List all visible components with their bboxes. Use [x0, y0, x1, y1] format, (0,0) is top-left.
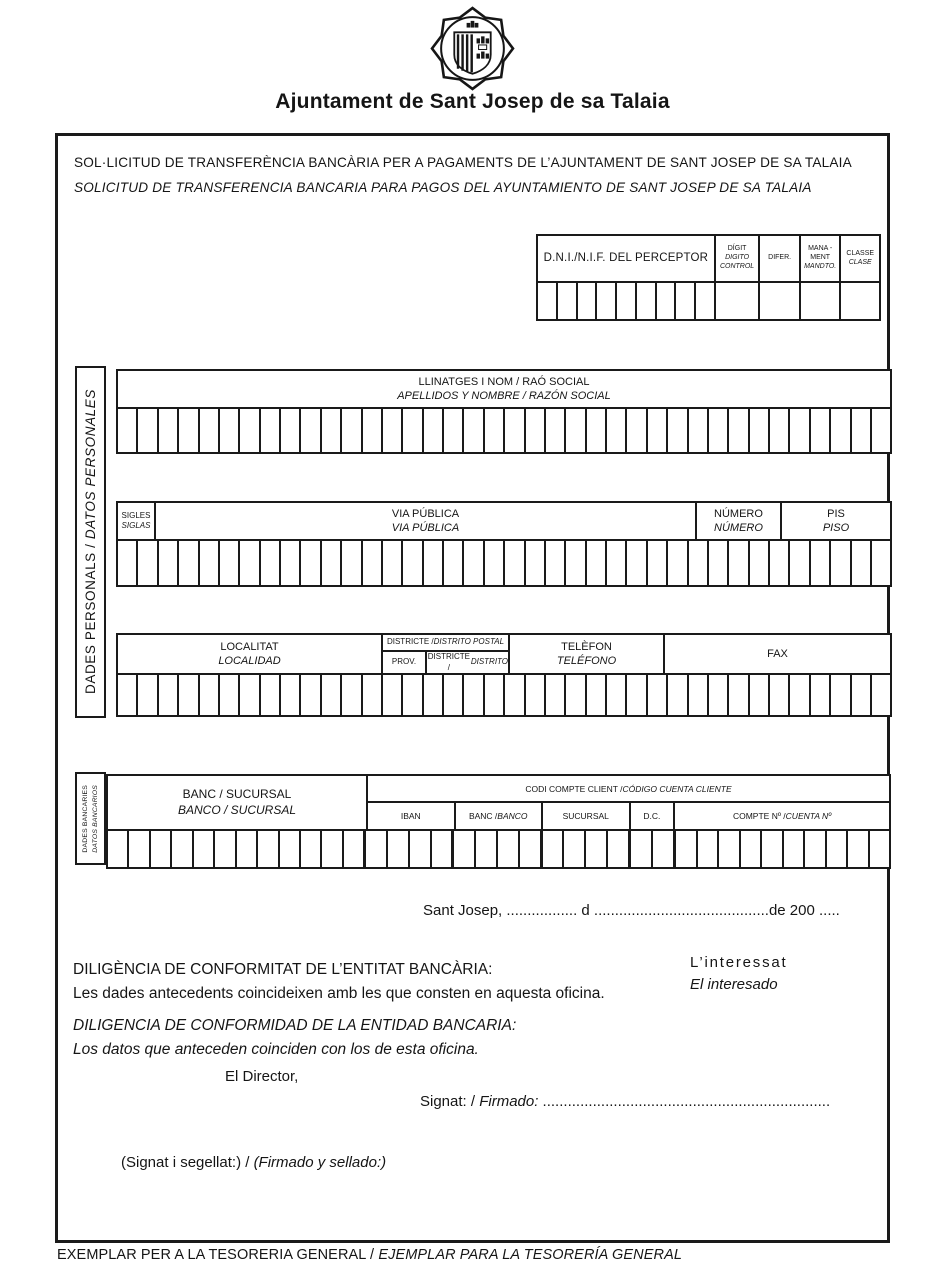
sigles-label: SIGLES SIGLAS	[121, 511, 151, 530]
address-section-header	[116, 501, 892, 541]
char-cell	[788, 675, 808, 715]
char-cell	[562, 831, 584, 867]
char-cell	[655, 283, 675, 319]
bank-char-grid	[108, 831, 889, 867]
char-cell	[157, 541, 177, 585]
char-cell	[687, 675, 707, 715]
char-cell	[342, 831, 363, 867]
char-cell	[366, 831, 386, 867]
char-cell	[748, 541, 768, 585]
diligencia-body-catalan: Les dades antecedents coincideixen amb les que consten en aquesta oficina.	[73, 985, 605, 1003]
coat-of-arms-icon	[430, 6, 515, 91]
char-cell	[177, 409, 197, 452]
iban-cells	[363, 831, 451, 867]
char-cell	[198, 409, 218, 452]
char-cell	[442, 409, 462, 452]
char-cell	[454, 831, 474, 867]
localitat-label: LOCALITAT LOCALIDAD	[218, 640, 281, 667]
char-cell	[503, 409, 523, 452]
char-cell	[646, 541, 666, 585]
copy-designation-footer: EXEMPLAR PER A LA TESORERIA GENERAL / EJEMPLAR PARA LA TESORERÍA GENERAL	[57, 1247, 683, 1263]
char-cell	[422, 541, 442, 585]
pis-label: PIS PISO	[780, 503, 890, 539]
char-cell	[674, 283, 694, 319]
char-cell	[218, 541, 238, 585]
compte-label: COMPTE Nº / CUENTA Nº	[673, 803, 889, 829]
char-cell	[625, 409, 645, 452]
char-cell	[149, 831, 170, 867]
char-cell	[238, 409, 258, 452]
char-cell	[727, 409, 747, 452]
char-cell	[631, 831, 651, 867]
char-cell	[381, 675, 401, 715]
form-sheet	[55, 133, 890, 1243]
char-cell	[430, 831, 452, 867]
banc-sucursal-label: BANC / SUCURSAL BANCO / SUCURSAL	[108, 776, 368, 829]
signat-line: Signat: / Firmado: .....................................................................	[420, 1093, 831, 1110]
char-cell	[401, 541, 421, 585]
char-cell	[585, 675, 605, 715]
char-cell	[544, 675, 564, 715]
char-cell	[340, 675, 360, 715]
char-cell	[556, 283, 576, 319]
char-cell	[584, 831, 606, 867]
locality-section-header	[116, 633, 892, 675]
dni-char-grid	[538, 283, 879, 319]
char-cell	[564, 409, 584, 452]
char-cell	[605, 409, 625, 452]
char-cell	[256, 831, 277, 867]
org-title: Ajuntament de Sant Josep de sa Talaia	[275, 90, 670, 113]
char-cell	[544, 541, 564, 585]
char-cell	[605, 541, 625, 585]
banc-banco-label: BANC / BANCO	[454, 803, 542, 829]
digit-control-cell	[714, 283, 758, 319]
char-cell	[544, 409, 564, 452]
numero-label: NÚMERO NÚMERO	[695, 503, 780, 539]
iban-label: IBAN	[400, 811, 421, 821]
manament-cell	[799, 283, 840, 319]
char-cell	[118, 409, 136, 452]
char-cell	[585, 541, 605, 585]
char-cell	[401, 675, 421, 715]
char-cell	[635, 283, 655, 319]
char-cell	[646, 409, 666, 452]
sucursal-label: SUCURSAL	[541, 803, 629, 829]
char-cell	[595, 283, 615, 319]
name-char-grid	[116, 407, 892, 454]
char-cell	[483, 675, 503, 715]
char-cell	[605, 675, 625, 715]
char-cell	[809, 409, 829, 452]
char-cell	[524, 675, 544, 715]
locality-char-grid	[116, 673, 892, 717]
char-cell	[829, 675, 849, 715]
char-cell	[259, 675, 279, 715]
char-cell	[850, 541, 870, 585]
fax-label: FAX	[663, 635, 890, 673]
char-cell	[646, 675, 666, 715]
char-cell	[320, 675, 340, 715]
char-cell	[585, 409, 605, 452]
director-label: El Director,	[225, 1068, 299, 1085]
char-cell	[192, 831, 213, 867]
char-cell	[259, 409, 279, 452]
char-cell	[136, 409, 156, 452]
char-cell	[496, 831, 518, 867]
address-char-grid	[116, 539, 892, 587]
char-cell	[238, 675, 258, 715]
personal-data-sidebar	[75, 366, 106, 718]
char-cell	[278, 831, 299, 867]
char-cell	[299, 831, 320, 867]
char-cell	[825, 831, 846, 867]
dni-table	[536, 234, 881, 321]
prov-label: PROV.	[383, 652, 427, 673]
char-cell	[524, 409, 544, 452]
char-cell	[651, 831, 673, 867]
dni-digit-label: DÍGIT DIGITO CONTROL	[714, 236, 759, 281]
char-cell	[462, 409, 482, 452]
char-cell	[666, 675, 686, 715]
form-title-catalan: SOL·LICITUD DE TRANSFERÈNCIA BANCÀRIA PER A PAGAMENTS DE L’AJUNTAMENT DE SANT JOSEP DE SA TALAIA	[74, 155, 852, 170]
char-cell	[868, 831, 889, 867]
char-cell	[625, 541, 645, 585]
char-cell	[483, 541, 503, 585]
banc-cells	[108, 831, 363, 867]
char-cell	[299, 675, 319, 715]
char-cell	[576, 283, 596, 319]
char-cell	[727, 541, 747, 585]
dc-cells	[628, 831, 674, 867]
char-cell	[809, 675, 829, 715]
char-cell	[694, 283, 714, 319]
address-section	[116, 501, 892, 587]
bank-table-header	[108, 776, 889, 831]
char-cell	[320, 409, 340, 452]
char-cell	[748, 675, 768, 715]
char-cell	[850, 409, 870, 452]
dni-perceptor-label: D.N.I./N.I.F. DEL PERCEPTOR	[543, 252, 709, 265]
char-cell	[320, 831, 341, 867]
dni-number-cells	[538, 283, 714, 319]
char-cell	[462, 541, 482, 585]
char-cell	[442, 541, 462, 585]
char-cell	[768, 409, 788, 452]
bank-sidebar-label-catalan: DADES BANCARIES	[82, 784, 90, 853]
char-cell	[717, 831, 738, 867]
char-cell	[809, 541, 829, 585]
char-cell	[564, 675, 584, 715]
districte-label: DISTRICTE / DISTRITO	[427, 652, 508, 672]
interessat-block	[690, 952, 787, 996]
locality-section	[116, 633, 892, 717]
char-cell	[782, 831, 803, 867]
interessat-catalan: L’interessat	[690, 954, 788, 971]
char-cell	[198, 541, 218, 585]
char-cell	[108, 831, 127, 867]
char-cell	[381, 409, 401, 452]
char-cell	[707, 409, 727, 452]
char-cell	[803, 831, 824, 867]
char-cell	[666, 409, 686, 452]
char-cell	[218, 675, 238, 715]
char-cell	[340, 541, 360, 585]
char-cell	[696, 831, 717, 867]
char-cell	[687, 409, 707, 452]
diligencia-body-spanish: Los datos que anteceden coinciden con los de esta oficina.	[73, 1041, 479, 1059]
char-cell	[361, 675, 381, 715]
diligencia-title-spanish: DILIGENCIA DE CONFORMIDAD DE LA ENTIDAD BANCARIA:	[73, 1017, 517, 1035]
char-cell	[157, 675, 177, 715]
sucursal-cells	[540, 831, 628, 867]
char-cell	[829, 541, 849, 585]
diligencia-title-catalan: DILIGÈNCIA DE CONFORMITAT DE L’ENTITAT BANCÀRIA:	[73, 961, 493, 978]
char-cell	[543, 831, 563, 867]
interessat-spanish: El interesado	[690, 975, 778, 993]
char-cell	[177, 675, 197, 715]
char-cell	[606, 831, 628, 867]
difer-cell	[758, 283, 799, 319]
name-section	[116, 369, 892, 454]
char-cell	[518, 831, 540, 867]
char-cell	[739, 831, 760, 867]
char-cell	[538, 283, 556, 319]
char-cell	[503, 541, 523, 585]
char-cell	[279, 409, 299, 452]
char-cell	[748, 409, 768, 452]
dni-classe-label: CLASSE CLASE	[839, 236, 879, 281]
form-title-block	[74, 150, 852, 200]
char-cell	[829, 409, 849, 452]
char-cell	[707, 675, 727, 715]
via-publica-label: VIA PÚBLICA VIA PÚBLICA	[154, 503, 695, 539]
districte-postal-label: DISTRICTE / DISTRITO POSTAL	[383, 635, 508, 652]
diligencia-block	[73, 958, 605, 1062]
telefon-label: TELÈFON TELÉFONO	[508, 635, 663, 673]
char-cell	[474, 831, 496, 867]
char-cell	[259, 541, 279, 585]
char-cell	[136, 541, 156, 585]
banco-cells	[451, 831, 539, 867]
date-line: Sant Josep, ................. d ..........................................de 200 .....	[423, 902, 840, 919]
char-cell	[788, 409, 808, 452]
char-cell	[870, 409, 890, 452]
char-cell	[299, 409, 319, 452]
bank-data-sidebar	[75, 772, 106, 865]
char-cell	[483, 409, 503, 452]
char-cell	[422, 675, 442, 715]
char-cell	[788, 541, 808, 585]
char-cell	[768, 541, 788, 585]
char-cell	[320, 541, 340, 585]
char-cell	[235, 831, 256, 867]
char-cell	[846, 831, 867, 867]
name-label: LLINATGES I NOM / RAÓ SOCIAL APELLIDOS Y NOMBRE / RAZÓN SOCIAL	[397, 375, 611, 402]
districte-block	[381, 635, 508, 673]
char-cell	[218, 409, 238, 452]
char-cell	[170, 831, 191, 867]
char-cell	[768, 675, 788, 715]
char-cell	[361, 409, 381, 452]
char-cell	[340, 409, 360, 452]
char-cell	[850, 675, 870, 715]
classe-cell	[839, 283, 879, 319]
char-cell	[381, 541, 401, 585]
char-cell	[707, 541, 727, 585]
form-title-spanish: SOLICITUD DE TRANSFERENCIA BANCARIA PARA PAGOS DEL AYUNTAMIENTO DE SANT JOSEP DE SA TALAIA	[74, 180, 812, 196]
char-cell	[238, 541, 258, 585]
char-cell	[127, 831, 148, 867]
char-cell	[625, 675, 645, 715]
personal-data-sidebar-label: DADES PERSONALS / DATOS PERSONALES	[83, 389, 98, 695]
segellat-line: (Signat i segellat:) / (Firmado y sellado:)	[121, 1154, 387, 1171]
char-cell	[361, 541, 381, 585]
codi-compte-label: CODI COMPTE CLIENT / CÓDIGO CUENTA CLIENTE	[368, 776, 889, 803]
char-cell	[687, 541, 707, 585]
char-cell	[524, 541, 544, 585]
bank-sidebar-label-spanish: DATOS BANCARIOS	[91, 784, 99, 853]
char-cell	[408, 831, 430, 867]
char-cell	[760, 831, 781, 867]
compte-cells	[673, 831, 889, 867]
char-cell	[442, 675, 462, 715]
char-cell	[136, 675, 156, 715]
char-cell	[213, 831, 234, 867]
char-cell	[503, 675, 523, 715]
char-cell	[118, 675, 136, 715]
dni-table-header	[538, 236, 879, 283]
char-cell	[870, 675, 890, 715]
char-cell	[676, 831, 695, 867]
char-cell	[564, 541, 584, 585]
char-cell	[422, 409, 442, 452]
char-cell	[666, 541, 686, 585]
char-cell	[157, 409, 177, 452]
char-cell	[386, 831, 408, 867]
char-cell	[177, 541, 197, 585]
char-cell	[279, 541, 299, 585]
bank-table	[106, 774, 891, 869]
char-cell	[401, 409, 421, 452]
char-cell	[198, 675, 218, 715]
char-cell	[118, 541, 136, 585]
dni-manament-label: MANA -MENT MANDTO.	[799, 236, 840, 281]
char-cell	[727, 675, 747, 715]
char-cell	[870, 541, 890, 585]
char-cell	[279, 675, 299, 715]
char-cell	[299, 541, 319, 585]
dni-difer-label: DIFER.	[758, 236, 799, 281]
dc-label: D.C.	[629, 803, 674, 829]
name-section-header	[116, 369, 892, 409]
char-cell	[615, 283, 635, 319]
char-cell	[462, 675, 482, 715]
